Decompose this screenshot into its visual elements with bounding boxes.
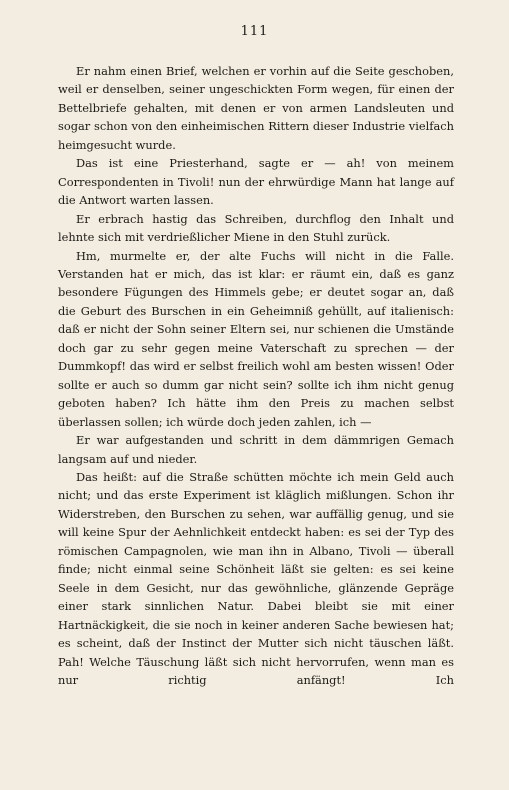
paragraph: Das heißt: auf die Straße schütten möchte ich mein Geld auch nicht; und das erste Experiment ist kläglich mißlungen. Schon ihr Widerstreben, den Burschen zu sehen, war auffällig genug, und sie will keine Spur der Aehnlichkeit entdeckt haben: es sei der Typ des römischen Campagnolen, wie man ihn in Albano, Tivoli — überall finde; nicht einmal seine Schönheit läßt sie gelten: es sei keine Seele in dem Gesicht, nur das gewöhnliche, glänzende Gepräge einer stark sinnlichen Natur. Dabei bleibt sie mit einer Hartnäckigkeit, die sie noch in keiner anderen Sache bewiesen hat; es scheint, daß der Instinct der Mutter sich nicht täuschen läßt. Pah! Welche Täuschung läßt sich nicht hervorrufen, wenn man es nur richtig anfängt! Ich [58,469,454,687]
paragraph: Das ist eine Priesterhand, sagte er — ah! von meinem Correspondenten in Tivoli! nun der ehrwürdige Mann hat lange auf die Antwort warten lassen. [58,156,454,208]
paragraph: Hm, murmelte er, der alte Fuchs will nicht in die Falle. Verstanden hat er mich, das ist klar: er räumt ein, daß es ganz besondere Fügungen des Himmels gebe; er deutet sogar an, daß die Geburt des Burschen in ein Geheimniß gehüllt, auf italienisch: daß er nicht der Sohn seiner Eltern sei, nur schienen die Umstände doch gar zu sehr gegen meine Vaterschaft zu sprechen — der Dummkopf! das wird er selbst freilich wohl am besten wissen! Oder sollte er auch so dumm gar nicht sein? sollte ich ihm nicht genug geboten haben? Ich hätte ihm den Preis zu machen selbst überlassen sollen; ich würde doch jeden zahlen, ich — [58,248,454,429]
body-text [58,62,454,689]
paragraph: Er nahm einen Brief, welchen er vorhin auf die Seite geschoben, weil er denselben, seiner ungeschickten Form wegen, für einen der Bettelbriefe gehalten, mit denen er von armen Landsleuten und sogar schon von den einheimischen Rittern dieser Industrie vielfach heimgesucht wurde. [58,64,454,152]
paragraph: Er erbrach hastig das Schreiben, durchflog den Inhalt und lehnte sich mit verdrießlicher Miene in den Stuhl zurück. [58,211,454,245]
paragraph: Er war aufgestanden und schritt in dem dämmrigen Gemach langsam auf und nieder. [58,433,454,466]
page-number: 111 [240,24,269,39]
